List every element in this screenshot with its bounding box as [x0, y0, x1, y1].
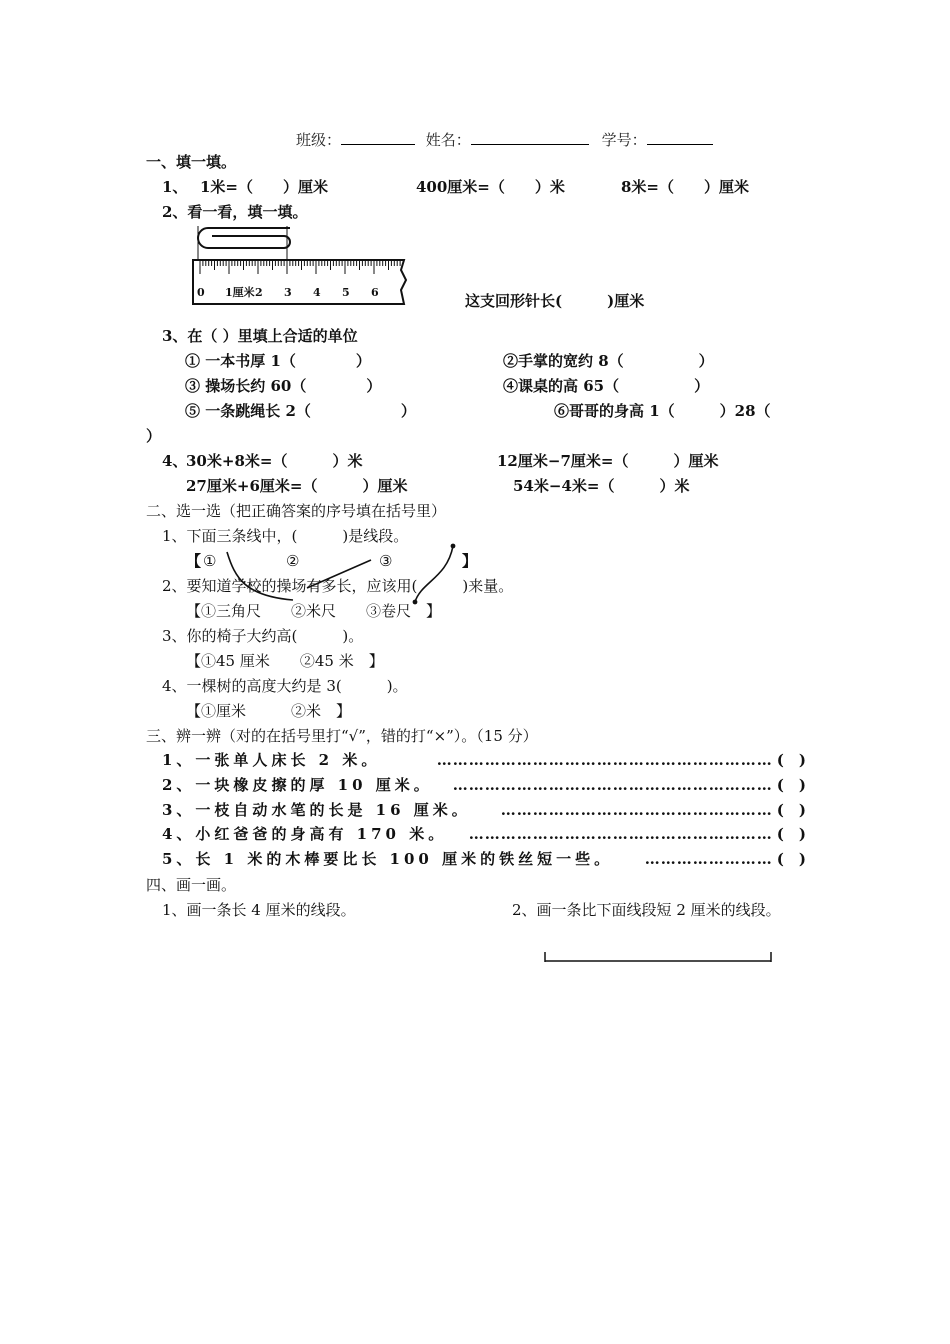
s2-q3-text: 3、你的椅子大约高( )。 — [162, 627, 364, 645]
judge-item-leader-dots: …………………………………………………… — [452, 778, 773, 793]
paperclip-icon — [198, 228, 290, 248]
judge-item — [162, 753, 806, 768]
section-1-title: 一、填一填。 — [146, 153, 237, 171]
q3-item-5: ⑤ 一条跳绳长 2（ ） — [185, 402, 416, 420]
class-blank[interactable] — [341, 131, 415, 145]
section-3-title: 三、辨一辨（对的在括号里打“√”，错的打“×”）。（15 分） — [146, 727, 538, 745]
q1-item-b: 400厘米=（ ）米 — [416, 178, 565, 196]
q4-item-b: 12厘米−7厘米=（ ）厘米 — [497, 452, 719, 470]
q1-number: 1、 — [162, 178, 188, 196]
s2-q3-options: 【①45 厘米 ②45 米 】 — [186, 652, 384, 670]
judge-item-text: 3、一枝自动水笔的长是 16 厘米。 — [162, 801, 471, 819]
judge-item-text: 4、小红爸爸的身高有 170 米。 — [162, 825, 448, 843]
s2-q4-text: 4、一棵树的高度大约是 3( )。 — [162, 677, 408, 695]
s2-q2-text: 2、要知道学校的操场有多长，应该用( )来量。 — [162, 577, 514, 595]
q3-item-4: ④课桌的高 65（ ） — [503, 377, 710, 395]
judge-answer-paren[interactable]: ( ) — [776, 776, 806, 794]
s4-q2-text: 2、画一条比下面线段短 2 厘米的线段。 — [512, 901, 781, 919]
judge-item-leader-dots: ………………………………………………… — [468, 827, 773, 842]
q3-item-3: ③ 操场长约 60（ ） — [185, 377, 382, 395]
judge-item — [162, 827, 806, 842]
q1-item-c: 8米=（ ）厘米 — [621, 178, 750, 196]
id-label: 学号： — [601, 131, 647, 149]
s2-q1-option-2: ② — [286, 552, 300, 570]
id-blank[interactable] — [647, 131, 713, 145]
q3-item-6: ⑥哥哥的身高 1（ ）28（ — [554, 402, 771, 420]
section-4-title: 四、画一画。 — [146, 876, 237, 894]
ruler-tick-label: 3 — [284, 286, 292, 299]
s2-q1-option-3: ③ — [379, 552, 393, 570]
judge-item-text: 1、一张单人床长 2 米。 — [162, 751, 381, 769]
ruler-tick-label: 2 — [255, 286, 263, 299]
q1-item-a: 1米=（ ）厘米 — [200, 178, 329, 196]
s2-q1-text: 1、下面三条线中，( )是线段。 — [162, 527, 409, 545]
s2-q1-bracket-close: 】 — [462, 552, 478, 570]
judge-answer-paren[interactable]: ( ) — [776, 825, 806, 843]
s2-q1-bracket-open: 【 — [186, 552, 202, 570]
q2-title: 2、看一看，填一填。 — [162, 203, 308, 221]
ruler-figure — [190, 222, 410, 308]
q2-answer: 这支回形针长( )厘米 — [465, 292, 645, 310]
q3-item-1: ① 一本书厚 1（ ） — [185, 352, 371, 370]
name-label: 姓名： — [425, 131, 471, 149]
q4-item-c: 27厘米+6厘米=（ ）厘米 — [186, 477, 408, 495]
q3-item-6-tail: ） — [146, 427, 162, 445]
s4-q1-text: 1、画一条长 4 厘米的线段。 — [162, 901, 356, 919]
judge-item — [162, 803, 806, 818]
judge-answer-paren[interactable]: ( ) — [776, 751, 806, 769]
name-blank[interactable] — [471, 131, 589, 145]
judge-answer-paren[interactable]: ( ) — [776, 801, 806, 819]
judge-item-leader-dots: …………………… — [644, 852, 773, 867]
ruler-tick-label: 0 — [197, 286, 205, 299]
q3-item-2: ②手掌的宽约 8（ ） — [503, 352, 714, 370]
section-2-title: 二、选一选（把正确答案的序号填在括号里） — [146, 502, 447, 520]
ruler-tick-label: 6 — [371, 286, 379, 299]
s2-q4-options: 【①厘米 ②米 】 — [186, 702, 352, 720]
judge-item — [162, 852, 806, 867]
ruler-tick-label: 1厘米 — [225, 286, 255, 299]
judge-item-text: 5、长 1 米的木棒要比长 100 厘米的铁丝短一些。 — [162, 850, 614, 868]
ruler-tick-label: 4 — [313, 286, 321, 299]
judge-item-text: 2、一块橡皮擦的厚 10 厘米。 — [162, 776, 433, 794]
judge-item-leader-dots: ……………………………………………………… — [436, 753, 773, 768]
q3-title: 3、在（ ）里填上合适的单位 — [162, 327, 358, 345]
reference-segment — [543, 950, 773, 964]
ruler-tick-label: 5 — [342, 286, 350, 299]
q4-number: 4、 — [162, 452, 188, 470]
s2-q1-option-1: ① — [203, 552, 217, 570]
q4-item-a: 30米+8米=（ ）米 — [186, 452, 363, 470]
judge-item — [162, 778, 806, 793]
q4-item-d: 54米−4米=（ ）米 — [513, 477, 690, 495]
judge-answer-paren[interactable]: ( ) — [776, 850, 806, 868]
student-info-line — [296, 131, 713, 148]
s2-q2-options: 【①三角尺 ②米尺 ③卷尺 】 — [186, 602, 442, 620]
class-label: 班级： — [296, 131, 342, 149]
judge-item-leader-dots: …………………………………………… — [500, 803, 773, 818]
